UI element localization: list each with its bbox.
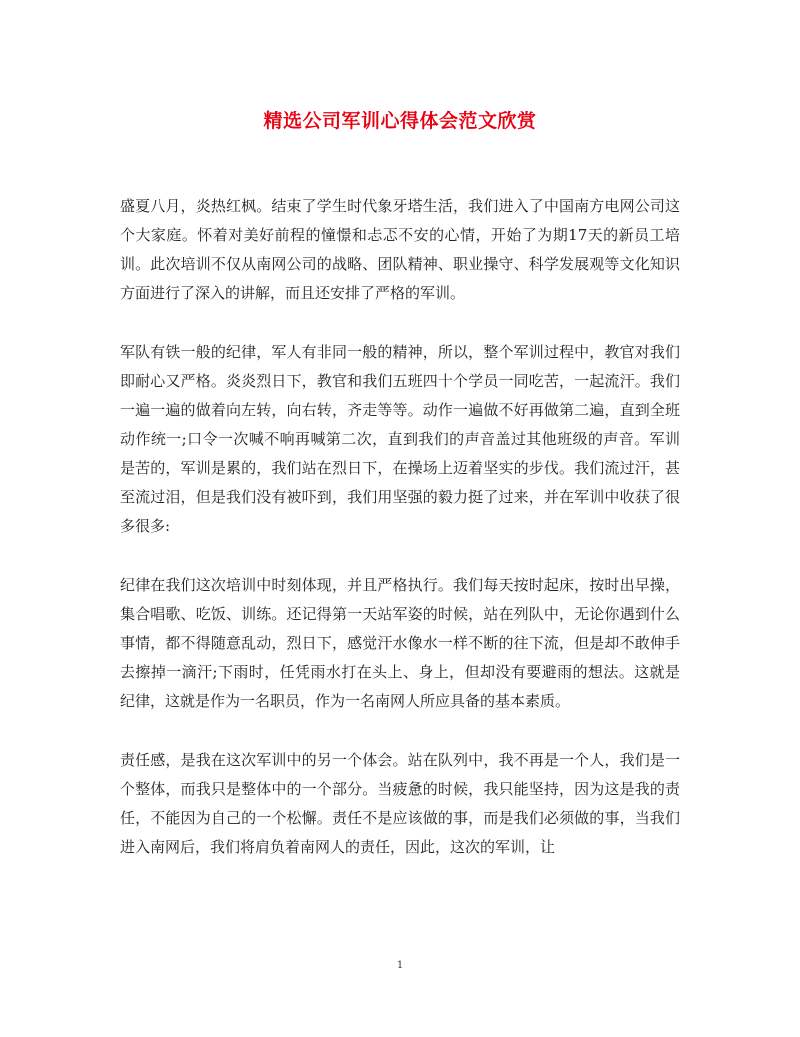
paragraph-4: 责任感，是我在这次军训中的另一个体会。站在队列中，我不再是一个人，我们是一个整体，而我只是整体中的一个部分。当疲惫的时候，我只能坚持，因为这是我的责任，不能因为自己的一个松懈。责任不是应该做的事，而是我们必须做的事，当我们进入南网后，我们将肩负着南网人的责任，因此，这次的军训，让 [120,751,680,856]
document-title: 精选公司军训心得体会范文欣赏 [263,110,537,132]
paragraph-3: 纪律在我们这次培训中时刻体现，并且严格执行。我们每天按时起床，按时出早操，集合唱歌、吃饭、训练。还记得第一天站军姿的时候，站在列队中，无论你遇到什么事情，都不得随意乱动，烈日下，感觉汗水像水一样不断的往下流，但是却不敢伸手去擦掉一滴汗;下雨时，任凭雨水打在头上、身上，但却没有要避雨的想法。这就是纪律，这就是作为一名职员，作为一名南网人所应具备的基本素质。 [120,576,680,710]
paragraph-1: 盛夏八月，炎热红枫。结束了学生时代象牙塔生活，我们进入了中国南方电网公司这个大家庭。怀着对美好前程的憧憬和忐忑不安的心情，开始了为期17天的新员工培训。此次培训不仅从南网公司的战略、团队精神、职业操守、科学发展观等文化知识方面进行了深入的讲解，而且还安排了严格的军训。 [120,197,680,302]
paragraph-2: 军队有铁一般的纪律，军人有非同一般的精神，所以，整个军训过程中，教官对我们即耐心又严格。炎炎烈日下，教官和我们五班四十个学员一同吃苦，一起流汗。我们一遍一遍的做着向左转，向右转，齐走等等。动作一遍做不好再做第二遍，直到全班动作统一;口令一次喊不响再喊第二次，直到我们的声音盖过其他班级的声音。军训是苦的，军训是累的，我们站在烈日下，在操场上迈着坚实的步伐。我们流过汗，甚至流过泪，但是我们没有被吓到，我们用坚强的毅力挺了过来，并在军训中收获了很多很多: [120,343,680,535]
page-number: 1 [396,960,404,971]
document-body [120,192,680,892]
